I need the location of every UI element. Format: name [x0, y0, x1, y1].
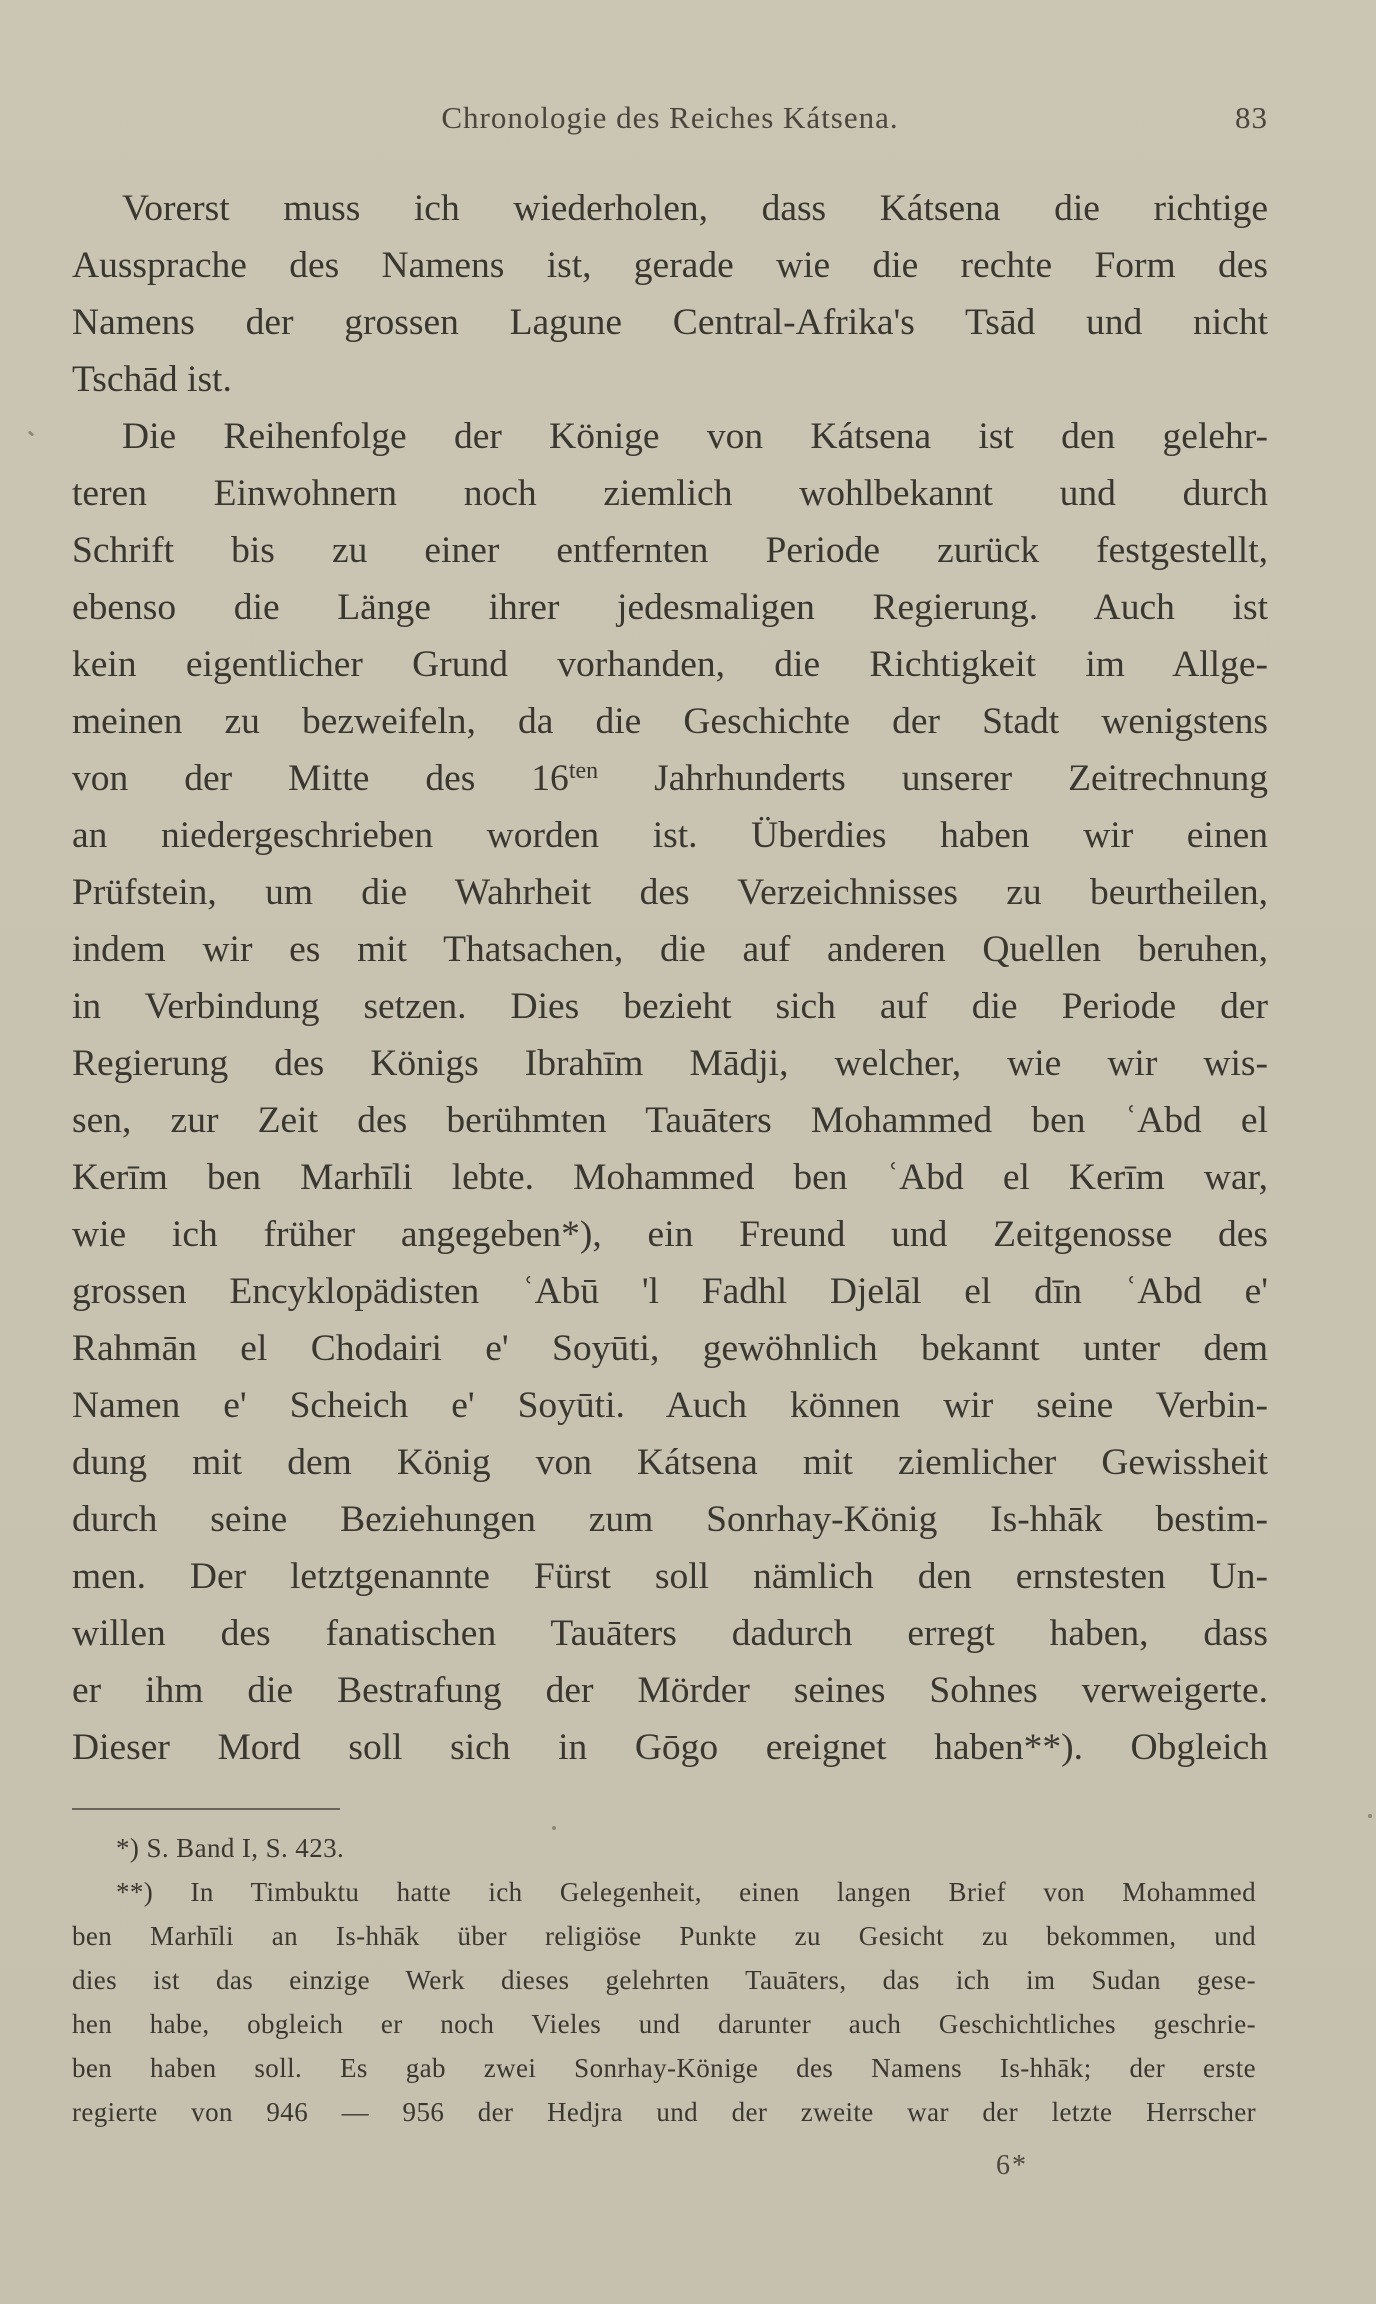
paper-speck [1368, 1814, 1372, 1818]
text-line: willen des fanatischen Tauāters dadurch erregt haben, dass [72, 1613, 1268, 1654]
text-line: dung mit dem König von Kátsena mit ziemlicher Gewissheit [72, 1442, 1268, 1483]
footnote-line: hen habe, obgleich er noch Vieles und darunter auch Geschichtliches geschrie- [72, 2009, 1256, 2039]
text-line: in Verbindung setzen. Dies bezieht sich auf die Periode der [72, 986, 1268, 1027]
text-line: durch seine Beziehungen zum Sonrhay-König Is-hhāk bestim- [72, 1499, 1268, 1540]
footnote-divider [72, 1808, 340, 1810]
footnote-line: dies ist das einzige Werk dieses gelehrten Tauāters, das ich im Sudan gese- [72, 1965, 1256, 1995]
footnote-line: regierte von 946 — 956 der Hedjra und der zweite war der letzte Herrscher [72, 2097, 1256, 2127]
text-line: er ihm die Bestrafung der Mörder seines Sohnes verweigerte. [72, 1670, 1268, 1711]
text-line: ebenso die Länge ihrer jedesmaligen Regierung. Auch ist [72, 587, 1268, 628]
footnote-line: **) In Timbuktu hatte ich Gelegenheit, einen langen Brief von Mohammed [116, 1877, 1256, 1907]
text-line: men. Der letztgenannte Fürst soll nämlich den ernstesten Un- [72, 1556, 1268, 1597]
page-header [72, 100, 1268, 150]
text-line: wie ich früher angegeben*), ein Freund und Zeitgenosse des [72, 1214, 1268, 1255]
text-line: Prüfstein, um die Wahrheit des Verzeichnisses zu beurtheilen, [72, 872, 1268, 913]
text-line: meinen zu bezweifeln, da die Geschichte der Stadt wenigstens [72, 701, 1268, 742]
text-line: teren Einwohnern noch ziemlich wohlbekannt und durch [72, 473, 1268, 514]
text-line: Vorerst muss ich wiederholen, dass Kátsena die richtige [122, 188, 1268, 229]
text-line: Rahmān el Chodairi e' Soyūti, gewöhnlich bekannt unter dem [72, 1328, 1268, 1369]
text-fragment: von der Mitte des 16 [72, 758, 569, 799]
footnotes [72, 1826, 1256, 2134]
text-line: Dieser Mord soll sich in Gōgo ereignet haben**). Obgleich [72, 1727, 1268, 1768]
footnote-line: ben haben soll. Es gab zwei Sonrhay-Könige des Namens Is-hhāk; der erste [72, 2053, 1256, 2083]
text-line: sen, zur Zeit des berühmten Tauāters Mohammed ben ʿAbd el [72, 1100, 1268, 1141]
text-line: Aussprache des Namens ist, gerade wie die rechte Form des [72, 245, 1268, 286]
text-line: Namen e' Scheich e' Soyūti. Auch können wir seine Verbin- [72, 1385, 1268, 1426]
text-line: Die Reihenfolge der Könige von Kátsena ist den gelehr- [122, 416, 1268, 457]
superscript: ten [568, 758, 599, 784]
text-line: grossen Encyklopädisten ʿAbū 'l Fadhl Djelāl el dīn ʿAbd e' [72, 1271, 1268, 1312]
text-line: Tschād ist. [72, 359, 232, 400]
text-line: kein eigentlicher Grund vorhanden, die Richtigkeit im Allge- [72, 644, 1268, 685]
text-line: Namens der grossen Lagune Central-Afrika's Tsād und nicht [72, 302, 1268, 343]
text-line: an niedergeschrieben worden ist. Überdies haben wir einen [72, 815, 1268, 856]
text-fragment: Jahrhunderts unserer Zeitrechnung [598, 758, 1268, 799]
body-text [72, 180, 1268, 1776]
running-title: Chronologie des Reiches Kátsena. [441, 100, 899, 135]
footnote-line: *) S. Band I, S. 423. [116, 1833, 345, 1863]
text-line: Schrift bis zu einer entfernten Periode zurück festgestellt, [72, 530, 1268, 571]
paper-speck [552, 1826, 556, 1830]
printer-signature: 6* [996, 2150, 1028, 2181]
text-line: indem wir es mit Thatsachen, die auf anderen Quellen beruhen, [72, 929, 1268, 970]
text-line: Regierung des Königs Ibrahīm Mādji, welcher, wie wir wis- [72, 1043, 1268, 1084]
paper-speck [28, 430, 35, 436]
text-line: Kerīm ben Marhīli lebte. Mohammed ben ʿAbd el Kerīm war, [72, 1157, 1268, 1198]
text-line-with-superscript [72, 750, 1268, 807]
footnote-line: ben Marhīli an Is-hhāk über religiöse Punkte zu Gesicht zu bekommen, und [72, 1921, 1256, 1951]
page-number: 83 [1235, 100, 1268, 135]
